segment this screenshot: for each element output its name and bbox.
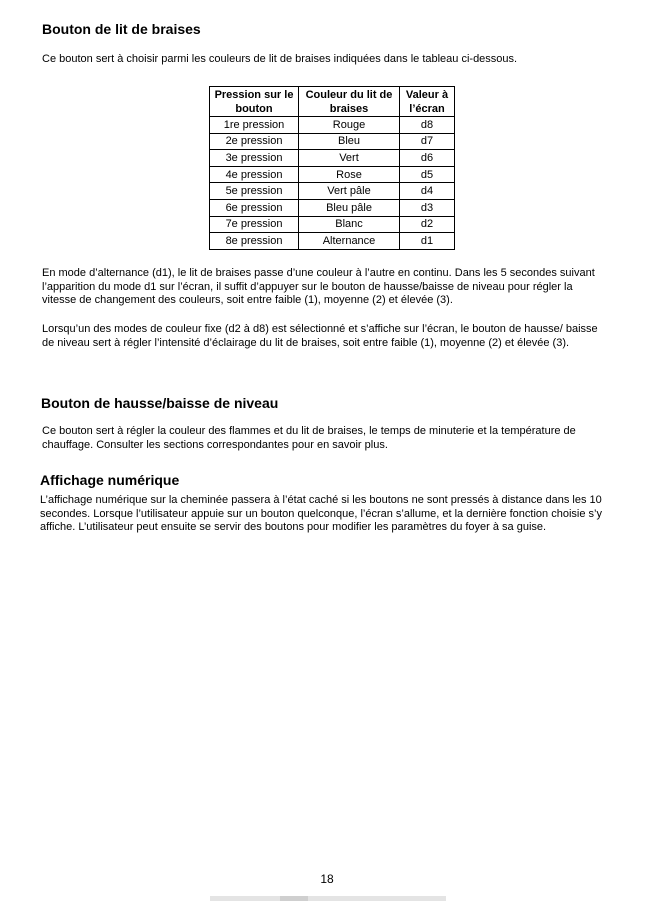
embers-intro-text: Ce bouton sert à choisir parmi les couleurs de lit de braises indiquées dans le tableau ci-dessous. — [42, 53, 518, 65]
table-cell: 5e pression — [210, 183, 299, 200]
page-bottom-mark — [280, 896, 308, 901]
table-row — [210, 199, 455, 216]
page-bottom-shadow — [210, 896, 446, 901]
table-cell: d7 — [400, 133, 455, 150]
table-cell: d5 — [400, 166, 455, 183]
heading-digital-display: Affichage numérique — [40, 472, 180, 488]
table-row — [210, 133, 455, 150]
table-cell: 7e pression — [210, 216, 299, 233]
page-number: 18 — [320, 872, 334, 886]
table-cell: Bleu pâle — [299, 199, 400, 216]
table-header-cell: Pression sur le bouton — [210, 87, 299, 117]
table-cell: d1 — [400, 233, 455, 250]
table-cell: 3e pression — [210, 150, 299, 167]
table-cell: Vert — [299, 150, 400, 167]
table-cell: d6 — [400, 150, 455, 167]
digital-display-text: L’affichage numérique sur la cheminée passera à l’état caché si les boutons ne sont pressés à distance dans les 10 secondes. Lorsque l’utilisateur appuie sur un bouton quelconque, l’écran s’allume, et la dernière fonction choisie s’y affiche. L’utilisateur peut ensuite se servir des boutons pour modifier les paramètres du foyer à sa guise. — [40, 494, 602, 534]
fixed-color-mode-text: Lorsqu’un des modes de couleur fixe (d2 à d8) est sélectionné et s’affiche sur l’écran, le bouton de hausse/ baisse de niveau sert à régler l’intensité d’éclairage du lit de braises, soit entre faible (1), moyenne (2) et élevée (3). — [42, 323, 598, 349]
table-header-row — [210, 87, 455, 117]
table-row — [210, 233, 455, 250]
table-cell: Vert pâle — [299, 183, 400, 200]
heading-level-button: Bouton de hausse/baisse de niveau — [41, 395, 279, 411]
table-row — [210, 216, 455, 233]
table-cell: d8 — [400, 117, 455, 134]
table-cell: 4e pression — [210, 166, 299, 183]
table-cell: Rose — [299, 166, 400, 183]
table-cell: Blanc — [299, 216, 400, 233]
table-row — [210, 150, 455, 167]
table-row — [210, 117, 455, 134]
table-cell: 8e pression — [210, 233, 299, 250]
table-cell: Alternance — [299, 233, 400, 250]
table-cell: d2 — [400, 216, 455, 233]
embers-color-table — [209, 86, 455, 250]
table-header-cell: Valeur à l’écran — [400, 87, 455, 117]
table-cell: Bleu — [299, 133, 400, 150]
table-header-cell: Couleur du lit de braises — [299, 87, 400, 117]
table-cell: 2e pression — [210, 133, 299, 150]
table-cell: 1re pression — [210, 117, 299, 134]
table-cell: Rouge — [299, 117, 400, 134]
table-cell: d4 — [400, 183, 455, 200]
table-row — [210, 183, 455, 200]
table-cell: d3 — [400, 199, 455, 216]
table-cell: 6e pression — [210, 199, 299, 216]
alternance-mode-text: En mode d’alternance (d1), le lit de braises passe d’une couleur à l’autre en continu. Dans les 5 secondes suivant l’apparition du mode d1 sur l’écran, il suffit d’appuyer sur le bouton de hausse/baisse de niveau pour régler la vitesse de changement des couleurs, soit entre faible (1), moyenne (2) et élevée (3). — [42, 267, 595, 307]
table-row — [210, 166, 455, 183]
heading-embers-button: Bouton de lit de braises — [42, 21, 201, 37]
level-button-text: Ce bouton sert à régler la couleur des flammes et du lit de braises, le temps de minuterie et la température de chauffage. Consulter les sections correspondantes pour en savoir plus. — [42, 425, 576, 451]
